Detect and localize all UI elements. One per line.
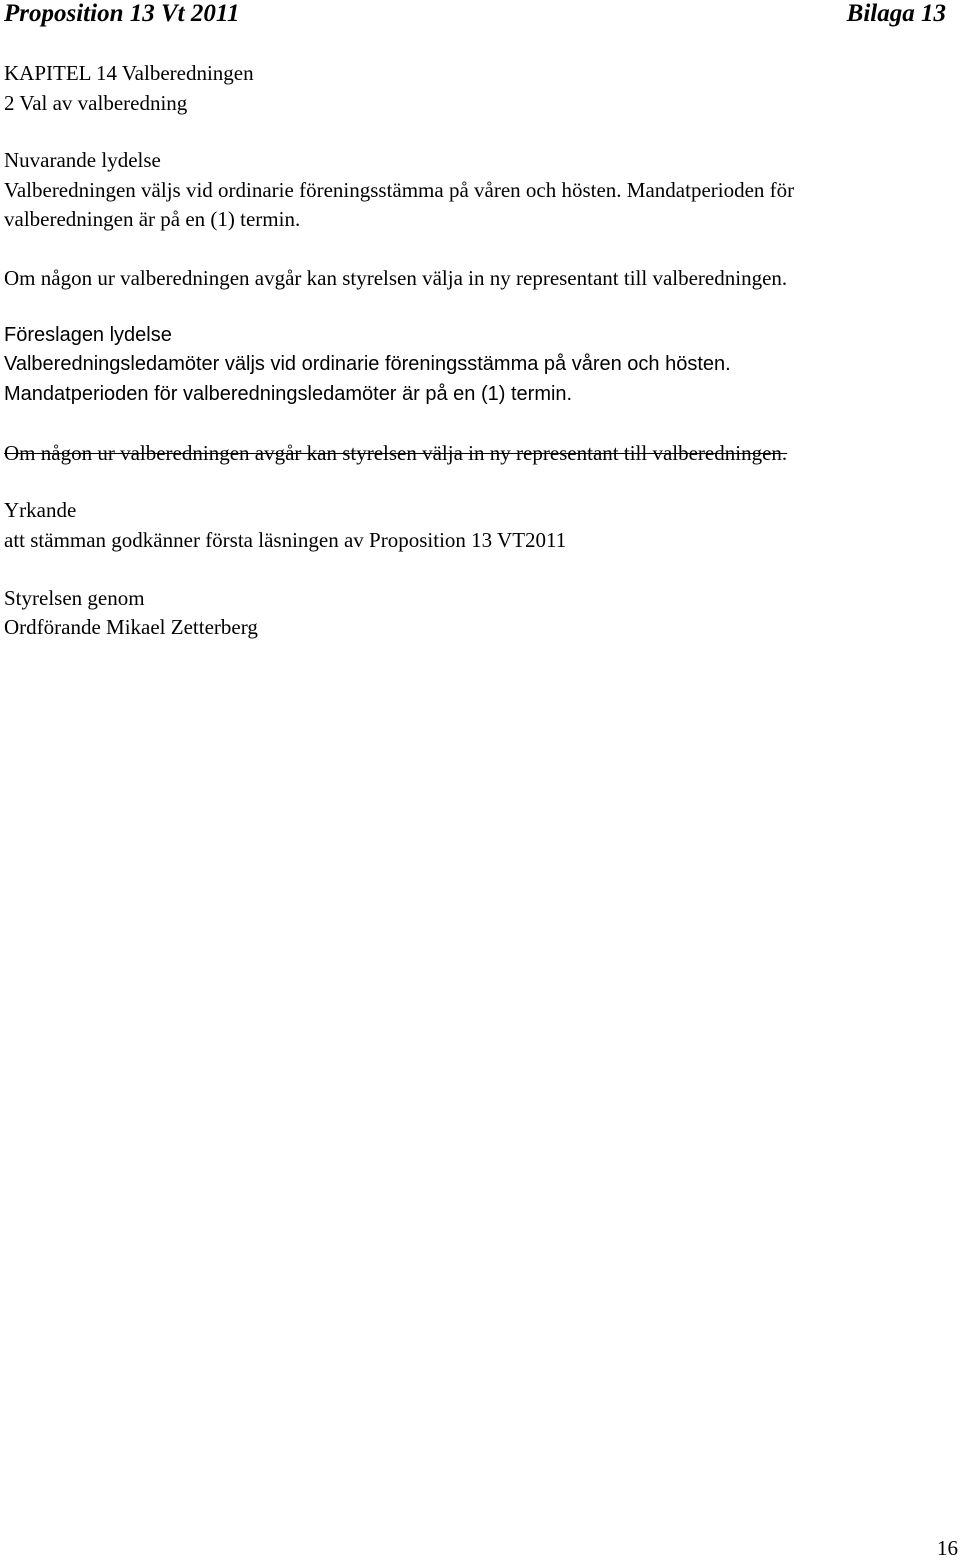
proposed-wording-struck-line: Om någon ur valberedningen avgår kan styrelsen välja in ny representant till valberedningen. bbox=[4, 441, 788, 465]
chapter-title: KAPITEL 14 Valberedningen bbox=[4, 61, 254, 85]
page-number: 16 bbox=[937, 1536, 958, 1560]
current-wording-heading: Nuvarande lydelse bbox=[4, 148, 161, 172]
proposed-wording-line-1: Valberedningsledamöter väljs vid ordinarie föreningsstämma på våren och hösten. bbox=[4, 353, 731, 375]
signature-line-2: Ordförande Mikael Zetterberg bbox=[4, 615, 258, 639]
current-wording-line-3: Om någon ur valberedningen avgår kan styrelsen välja in ny representant till valberedningen. bbox=[4, 266, 788, 290]
signature-line-1: Styrelsen genom bbox=[4, 586, 145, 610]
header-left-title: Proposition 13 Vt 2011 bbox=[4, 0, 240, 27]
proposed-wording-line-2: Mandatperioden för valberedningsledamöter är på en (1) termin. bbox=[4, 383, 573, 405]
current-wording-line-2: valberedningen är på en (1) termin. bbox=[4, 207, 301, 231]
page-header bbox=[4, 0, 946, 30]
header-right-appendix: Bilaga 13 bbox=[846, 0, 946, 27]
motion-text: att stämman godkänner första läsningen av Proposition 13 VT2011 bbox=[4, 528, 567, 552]
motion-heading: Yrkande bbox=[4, 498, 77, 522]
section-title: 2 Val av valberedning bbox=[4, 91, 188, 115]
proposed-wording-heading: Föreslagen lydelse bbox=[4, 324, 172, 346]
current-wording-line-1: Valberedningen väljs vid ordinarie föreningsstämma på våren och hösten. Mandatperioden för bbox=[4, 178, 795, 202]
